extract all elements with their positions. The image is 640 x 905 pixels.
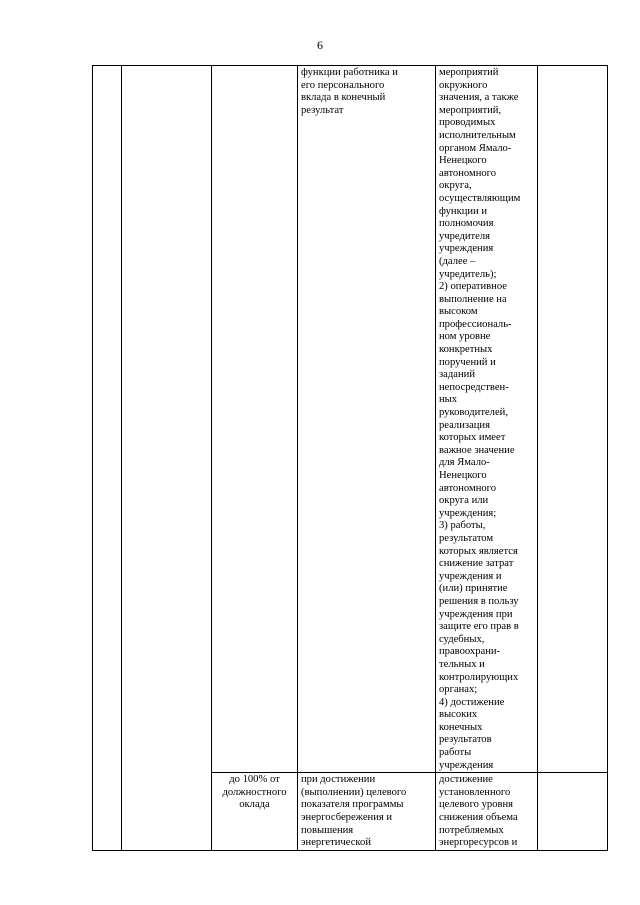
table-cell-amount — [212, 66, 298, 773]
table-row — [93, 66, 608, 773]
table-cell-amount: до 100% от должностного оклада — [212, 773, 298, 851]
table-cell-criteria: достижение установленного целевого уровня снижения объема потребляемых энергоресурсов и — [436, 773, 538, 851]
table-cell-notes — [538, 66, 608, 773]
page-number: 6 — [317, 38, 323, 52]
table-cell-criteria: мероприятий окружного значения, а также мероприятий, проводимых исполнительным органом Ямало- Ненецкого автономного округа, осуществляющим функции и полномочия учредителя учреждения (далее – учредитель); 2) оперативное выполнение на высоком профессиональ- ном уровне конкретных поручений и заданий непосредствен- ных руководителей, реализация которых имеет важное значение для Ямало- Ненецкого автономного округа или учреждения; 3) работы, результатом которых является снижение затрат учреждения и (или) принятие решения в пользу учреждения при защите его прав в судебных, правоохрани- тельных и контролирующих органах; 4) достижение высоких конечных результатов работы учреждения — [436, 66, 538, 773]
document-table — [92, 65, 608, 851]
table-cell-number — [93, 66, 122, 851]
table-cell-condition: при достижении (выполнении) целевого показателя программы энергосбережения и повышения энергетической — [298, 773, 436, 851]
table-cell-category — [122, 66, 212, 851]
table-cell-condition: функции работника и его персонального вклада в конечный результат — [298, 66, 436, 773]
table-cell-notes — [538, 773, 608, 851]
